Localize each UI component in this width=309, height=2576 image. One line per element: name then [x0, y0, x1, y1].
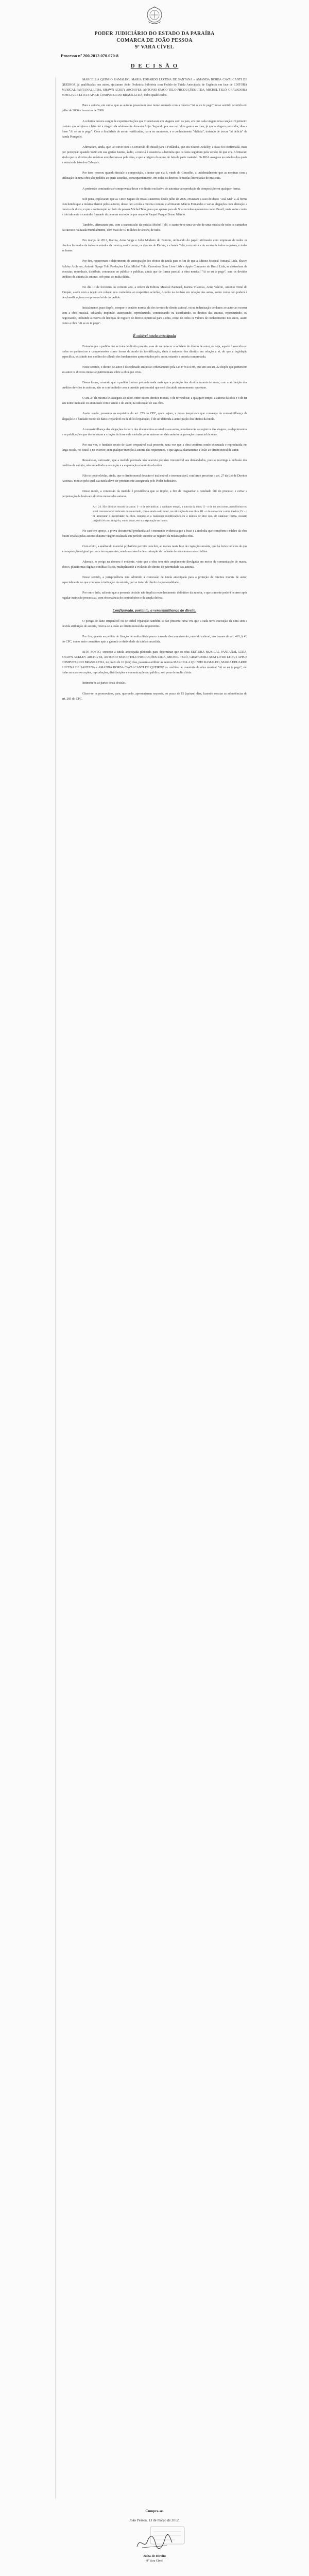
- body-paragraph: Ademais, o perigo na demora é evidente, visto que a obra tem sido amplamente divulgada em meios de comunicação de massa, shows, plataformas digitais e mídias físicas, multiplicando a violação do direito de paternidade das autoras.: [62, 560, 247, 569]
- body-paragraph: Com efeito, a análise do material probatório permite concluir, ao menos nesta fase de cognição sumária, que há fortes indícios de que a composição original pertence às requerentes, sendo razoável a determinação de inclusão de seus nomes nos créditos.: [62, 545, 247, 553]
- signatory-title: Juíza de Direito: [143, 2554, 166, 2558]
- body-paragraph: Por fim, requereram o deferimento de antecipação dos efeitos da tutela para o fim de que a Editora Musical Pantanal Ltda, Shawn Ackley Archives, Antonio Spago Telo Produções Ltda, Michel Teló, Gravadora Som Livre Ltda e Apple Computer do Brasil Ltda, se abstenham de executar, reproduzir, distribuir, comunicar ao público e publicar, ainda que de forma parcial, a obra musical "Ai se eu te pego", sem os devidos créditos de autoria às autoras, sob pena de multa diária.: [62, 260, 247, 279]
- body-paragraph: Também, afirmaram que, com a transmissão da música Michel Teló, o cantor teve uma versão de uma música de todo os caminhos da sucesso realizada mundialmente, com mais de 10 milhões de shows, de tudo.: [62, 223, 247, 232]
- body-paragraph: Por sua vez, o fundado receio de dano irreparável está presente, uma vez que a obra continua sendo executada e reproduzida em larga escala, no Brasil e no exterior, sem qualquer menção à autoria das requerentes, o que agrava diariamente a lesão ao direito moral de autor.: [62, 443, 247, 452]
- signatory-role: 9ª Vara Cível: [146, 2560, 163, 2563]
- paragraphs-block-2: [62, 344, 247, 500]
- body-paragraph: ISTO POSTO, concedo a tutela antecipada pleiteada para determinar que os réus EDITORA MUSICAL PANTANAL LTDA, SHAWN ACKLEY ARCHIVES, ANTONIO SPAGO TELO PRODUÇÕES LTDA, MICHEL TELÓ, GRAVADORA SOM LIVRE LTDA e APPLE COMPUTER DO BRASIL LTDA, no prazo de 10 (dez) dias, passem a atribuir às autoras MARCELLA QUINHO RAMALHO, MARIA EDUARDO LUCENA DE SANTANA e AMANDA BORBA CAVALCANTI DE QUEIROZ os créditos de coautoria da obra musical "Ai se eu te pego", em todas as suas execuções, reproduções, distribuições e comunicações ao público, sob pena de multa diária.: [62, 650, 247, 675]
- place-date: João Pessoa, 13 de março de 2012.: [129, 2518, 180, 2522]
- closing-cumpra-se: Cumpra-se.: [145, 2509, 164, 2513]
- body-paragraph: Assim sendo, presentes os requisitos do art. 273 do CPC, quais sejam, a prova inequívoca que convença da verossimilhança da alegação e o fundado receio de dano irreparável ou de difícil reparação, é de ser deferida a antecipação dos efeitos da tutela.: [62, 412, 247, 421]
- document-header: [0, 0, 309, 77]
- body-paragraph: Nesse sentido, a jurisprudência tem admitido a concessão de tutela antecipada para a proteção de direitos morais de autor, especialmente no que concerne à indicação da autoria, por se tratar de direito da personalidade.: [62, 576, 247, 585]
- body-paragraph: Entendo que o pedido não se trata de direito próprio, mas de reconhecer a validade do direito de autor, ou seja, aquele fornecido em todos os parâmetros e compreensões como forma de modo de identificação, dada à natureza dos direitos em relação a si, do que a legislação específica, existindo nos moldes do cálculo dos fundamentos apresentados pelo autor, estando a autoria comprovada.: [62, 345, 247, 359]
- paragraphs-block-1: [62, 103, 247, 326]
- body-paragraph: A verossimilhança das alegações decorre dos documentos acostados aos autos, notadamente os registros das viagens, os depoimentos e as publicações que demonstram a criação da frase e da melodia pelas autoras em data anterior à gravação comercial da obra.: [62, 428, 247, 436]
- body-paragraph: Afirmaram, ainda, que, ao ouvir com a Conversão do Brasil para a Finlândia, que era Sharon Ackeley, a frase foi confirmada, mais por percepção quando Sozin em sua gestão Jaume, áudio, a noticiá à coautoria substituíra que os fatos seguiram pela versão do que era. Afirmaram ainda que os direitos das músicas envolveram-se pela obra, e que a origem do nome de fato da parte material. Os ROA assegura no estados dos quais a autoria da fato dos Cabeçais.: [62, 145, 247, 165]
- body-paragraph: No caso em apreço, a prova documental produzida até o momento evidencia que a frase e a melodia que compõem o núcleo da obra foram criadas pelas autoras durante viagem realizada em período anterior ao registro da música pelos réus.: [62, 529, 247, 538]
- process-number: Processo nº 200.2012.070.070-8: [61, 53, 118, 58]
- body-paragraph: Citem-se os promovidos, para, querendo, apresentarem resposta, no prazo de 15 (quinze) dias, fazendo constar as advertências do art. 285 do CPC.: [62, 692, 247, 701]
- court-stamp: [149, 2524, 185, 2546]
- body-paragraph: O perigo de dano irreparável ou de difícil reparação também se faz presente, uma vez que a cada nova execução da obra sem a devida atribuição de autoria, renova-se a lesão ao direito moral das requerentes.: [62, 619, 247, 628]
- district-name: COMARCA DE JOÃO PESSOA: [116, 38, 193, 43]
- body-paragraph: Dessa forma, constato que o pedido liminar pretende nada mais que a proteção dos direitos morais de autor, com a atribuição dos créditos devidos às autoras, não se confundindo com a questão patrimonial que será discutida em momento oportuno.: [62, 381, 247, 390]
- body-paragraph: Ressalte-se, outrossim, que a medida pleiteada não acarreta prejuízo irreversível aos demandados, pois se restringe à inclusão dos créditos de autoria, não impedindo a execução e a exploração econômica da obra.: [62, 459, 247, 468]
- body-paragraph: Intimem-se as partes desta decisão.: [82, 682, 126, 685]
- body-paragraph: O art. 24 da mesma lei assegura ao autor, entre outros direitos morais, o de reivindicar, a qualquer tempo, a autoria da obra e o de ter seu nome indicado ou anunciado como sendo o do autor, na utilização de sua obra.: [62, 397, 247, 405]
- body-paragraph: Por outro lado, saliento que a presente decisão não implica reconhecimento definitivo da autoria, o que somente poderá ocorrer após regular instrução processual, com observância do contraditório e da ampla defesa.: [62, 591, 247, 600]
- body-paragraph: Para a autoria, em suma, que as autoras possuíram esse nome assinado com a música "Ai se eu te pego" nesse sentido ocorrido em julho de 2006 e fevereiro de 2008.: [62, 104, 247, 113]
- decision-title: D E C I S Ã O: [130, 63, 179, 69]
- body-paragraph: Por isso, ressoou quando tinciale a composição, a nome que ela é, vindo do Conselho, a incidentalmente que as meninas com a utilização de uma obra são pedidos ao quais sucedias, consequentemente, em todas os direitos de tutelas licenciadas de musicais.: [62, 172, 247, 180]
- court-name: 9ª VARA CÍVEL: [135, 44, 174, 50]
- body-paragraph: A pretensão cominatória é comprovada desse e o direito exclusivo de autorizar a reprodução da composição em qualquer forma.: [82, 187, 241, 191]
- body-paragraph: Não se pode olvidar, ainda, que o direito moral do autor é inalienável e irrenunciável, conforme preceitua o art. 27 da Lei de Direitos Autorais, motivo pelo qual sua tutela deve ser prontamente assegurada pelo Poder Judiciário.: [62, 474, 247, 483]
- body-paragraph: Desse modo, a concessão da medida é providência que se impõe, a fim de resguardar o resultado útil do processo e evitar a perpetuação da lesão aos direitos morais das autoras.: [62, 490, 247, 499]
- institution-name: PODER JUDICIÁRIO DO ESTADO DA PARAÍBA: [94, 31, 215, 37]
- coat-of-arms-icon: [146, 6, 163, 26]
- paragraphs-block-3: [62, 529, 247, 601]
- body-paragraph: Sob pena, explicaram que as Cinco Sapato do Brasil sustentou desde julho de 2006, enviaram a caso do disco "Atal Mel" a Já forma concluindo que a música Sharon pelos autores, desse fato a toda a mesma comum, e afirmaram Márcia Fernandes e varias alegações com alteração a música de disco, e que a contratação no lado da pessoa Michel Teló, para que apenas para de Sharon teleo apresentou como Brasil, mais sobre contra e inicialmente o caminho formado de pessoas em todo os por respeito Raquel Parque Bruno Márcio.: [62, 197, 247, 216]
- body-paragraph: Inicialmente, para dispôs, compor o cenário normal da dos termos de direito autoral, ou na indenização de danos ao autor ao ocorrer com a obra musical, editando, impondo, autorizando, reproduzindo, comunicando ou distribuindo, os direitos das autoras, reproduzindo, ou negociando, incluindo a reserva de licenças de registro de direito comercial para a obra, como de todos os valores de conhecimento nos autos, assim como a obra "Ai se eu te pego".: [62, 307, 247, 326]
- law-quote: Art. 24. São direitos morais do autor: I - o de reivindicar, a qualquer tempo, a autoria da obra; II - o de ter seu nome, pseudônimo ou sinal convencional indicado ou anunciado, como sendo o do autor, na utilização de sua obra; III - o de conservar a obra inédita; IV - o de assegurar a integridade da obra, opondo-se a quaisquer modificações ou à prática de atos que, de qualquer forma, possam prejudicá-la ou atingi-lo, como autor, em sua reputação ou honra.: [93, 505, 247, 522]
- body-paragraph: Em março de 2012, Karina, Anna Veiga e John Modesto do Estreito, utilizando do papel, utilizando com empresas de todos os direitos formados de todos os estados da música, assim como, os direitos de Karina, e a banda Teló, com música da versão de todos os países, e todas as frases.: [62, 239, 247, 253]
- decision-body: [62, 77, 247, 707]
- body-paragraph: No dia 10 de fevereiro do corrente ano, a ordem da Editora Musical Pantanal, Karina Vilanova, Anne Valério, Antonio Tomé do Pimpão, assim com a noção em relação nos conteúdos ao respectivo acórdão, Acolho na decisão em relação dos autos, assim como não poderá à desclassificação ou empresa referida do pedido.: [62, 285, 247, 299]
- body-paragraph: Neste sentido, o direito de autor é disciplinado em nosso ordenamento pela Lei nº 9.610/98, que em seu art. 22 dispõe que pertencem ao autor os direitos morais e patrimoniais sobre a obra que criou.: [62, 365, 247, 374]
- paragraphs-block-4: [62, 619, 247, 702]
- section-heading-verossimilhanca: Configurada, portanto, a verossimilhança do direito.: [112, 608, 197, 613]
- body-paragraph: A referida música surgiu de experimentações que vivenciaram em viagens com os pais, em que cada viagem uma canção. O primeiro contato que originou a letra foi à viagem da adolescente Amanda Anjo. Segundo por sua vez, dois gastos os tons, já que a viagem pretendia, dias e frase "Ai se eu te pego". Com a finalidade de serem verificadas, narra no momento, e o conhecimento "delícia", tratando de trocas "ai delícia" da banda Pomgolet.: [62, 120, 247, 139]
- body-paragraph: Por fim, quanto ao pedido de fixação de multa diária para o caso de descumprimento, entendo cabível, nos termos do art. 461, § 4º, do CPC, como meio coercitivo apto a garantir a efetividade da tutela concedida.: [62, 635, 247, 643]
- section-heading-cabimento: É cabível tutela antecipada: [133, 333, 176, 338]
- intro-paragraph: MARCELLA QUINHO RAMALHO, MARIA EDUARDO LUCENA DE SANTANA e AMANDA BORBA CAVALCANTI DE QUEIROZ, já qualificadas nos autos, ajuizaram Ação Ordinária Inibitória com Pedido de Tutela Antecipada de Urgência em face de EDITORA MUSICAL PANTANAL LTDA, SHAWN ACKEY ARCHIVES, ANTONIO SPAGO TELO PRODUÇÕES LTDA, MICHEL TELÓ, GRAVADORA SOM LIVRE LTDA e APPLE COMPUTER DO BRASIL LTDA, todos qualificados.: [62, 78, 247, 97]
- margin-line: [55, 77, 56, 2499]
